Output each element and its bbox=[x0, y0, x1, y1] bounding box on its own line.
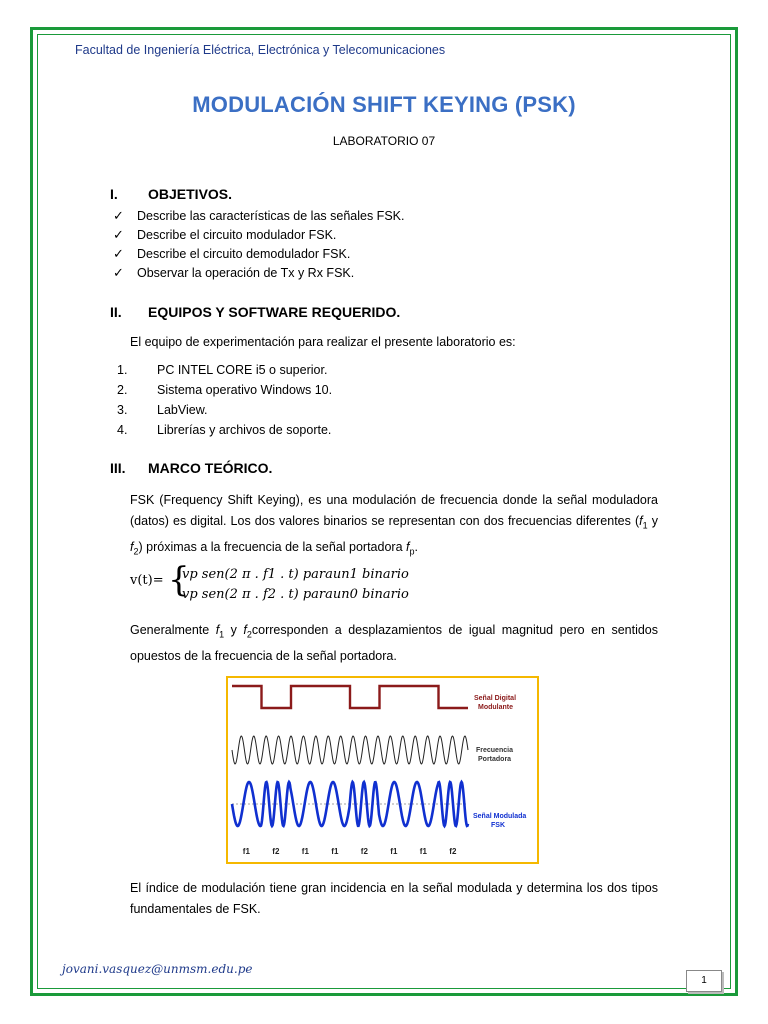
freq-label: f1 bbox=[301, 847, 309, 856]
freq-labels bbox=[243, 847, 457, 856]
check-icon: ✓ bbox=[113, 246, 124, 261]
freq-label: f1 bbox=[419, 847, 427, 856]
carrier-signal-path bbox=[232, 736, 468, 764]
freq-label: f2 bbox=[360, 847, 368, 856]
check-icon: ✓ bbox=[113, 227, 124, 242]
freq-label: f1 bbox=[390, 847, 398, 856]
carrier-signal-trace bbox=[232, 736, 468, 764]
footer-email[interactable]: jovani.vasquez@unmsm.edu.pe bbox=[62, 962, 253, 976]
theory-paragraph-3: El índice de modulación tiene gran incidencia en la señal modulada y determina los dos tipos fundamentales de FSK. bbox=[130, 881, 658, 916]
section-title: EQUIPOS Y SOFTWARE REQUERIDO. bbox=[148, 304, 401, 320]
equipment-item: 1. PC INTEL CORE i5 o superior. bbox=[117, 363, 328, 377]
section-number: II. bbox=[110, 304, 122, 320]
equipment-item: 3. LabView. bbox=[117, 403, 208, 417]
objective-item: ✓ Describe el circuito demodulador FSK. bbox=[113, 246, 351, 261]
check-icon: ✓ bbox=[113, 265, 124, 280]
check-icon: ✓ bbox=[113, 208, 124, 223]
formula-row-2: vp sen(2 π . f2 . t) paraun0 binario bbox=[182, 587, 409, 602]
theory-paragraph-2: Generalmente $f_1$ y $f_2corresponden$ a desplazamientos de igual magnitud pero en sentidos opuestos de la frecuencia de la señal portadora. bbox=[130, 623, 659, 663]
page-number: 1 bbox=[686, 970, 722, 992]
freq-label: f1 bbox=[242, 847, 250, 856]
equipment-intro: El equipo de experimentación para realizar el presente laboratorio es: bbox=[130, 335, 516, 349]
label-digital-2: Modulante bbox=[478, 704, 513, 711]
section-number: I. bbox=[110, 186, 118, 202]
formula-lhs: v(t)= bbox=[130, 573, 164, 588]
theory-paragraph-1: FSK (Frequency Shift Keying), es una modulación de frecuencia donde la señal moduladora (datos) es digital. Los dos valores binarios se representan con dos frecuencias diferentes ($f_1$ y $f_2$) próximas a la frecuencia de la señal portadora $f_p$. bbox=[130, 493, 658, 556]
lab-number: LABORATORIO 07 bbox=[332, 134, 436, 148]
section-title: MARCO TEÓRICO. bbox=[148, 460, 273, 476]
digital-signal-path bbox=[232, 686, 468, 708]
objective-item: ✓ Describe el circuito modulador FSK. bbox=[113, 227, 337, 242]
label-digital-1: Señal Digital bbox=[474, 695, 517, 702]
label-fsk-1: Señal Modulada bbox=[473, 813, 527, 820]
label-carrier-1: Frecuencia bbox=[476, 747, 513, 754]
objective-item: ✓ Describe las características de las señales FSK. bbox=[113, 208, 405, 223]
page-title: MODULACIÓN SHIFT KEYING (PSK) bbox=[192, 92, 576, 117]
faculty-header: Facultad de Ingeniería Eléctrica, Electrónica y Telecomunicaciones bbox=[75, 43, 446, 57]
equipment-item: 4. Librerías y archivos de soporte. bbox=[117, 423, 332, 437]
label-carrier-2: Portadora bbox=[478, 756, 512, 763]
freq-label: f2 bbox=[272, 847, 280, 856]
freq-label: f2 bbox=[449, 847, 457, 856]
formula-brace: { bbox=[168, 560, 190, 600]
section-objectives bbox=[110, 186, 232, 202]
fsk-diagram bbox=[228, 678, 537, 862]
section-theory bbox=[110, 460, 272, 476]
objective-item: ✓ Observar la operación de Tx y Rx FSK. bbox=[113, 265, 355, 280]
section-equipment bbox=[110, 304, 400, 320]
freq-label: f1 bbox=[331, 847, 339, 856]
fsk-figure bbox=[226, 676, 539, 864]
digital-signal-trace bbox=[232, 686, 468, 708]
formula-row-1: vp sen(2 π . f1 . t) paraun1 binario bbox=[182, 567, 409, 582]
label-fsk-2: FSK bbox=[491, 822, 505, 829]
section-title: OBJETIVOS. bbox=[148, 186, 233, 202]
equipment-item: 2. Sistema operativo Windows 10. bbox=[117, 383, 333, 397]
section-number: III. bbox=[110, 460, 126, 476]
